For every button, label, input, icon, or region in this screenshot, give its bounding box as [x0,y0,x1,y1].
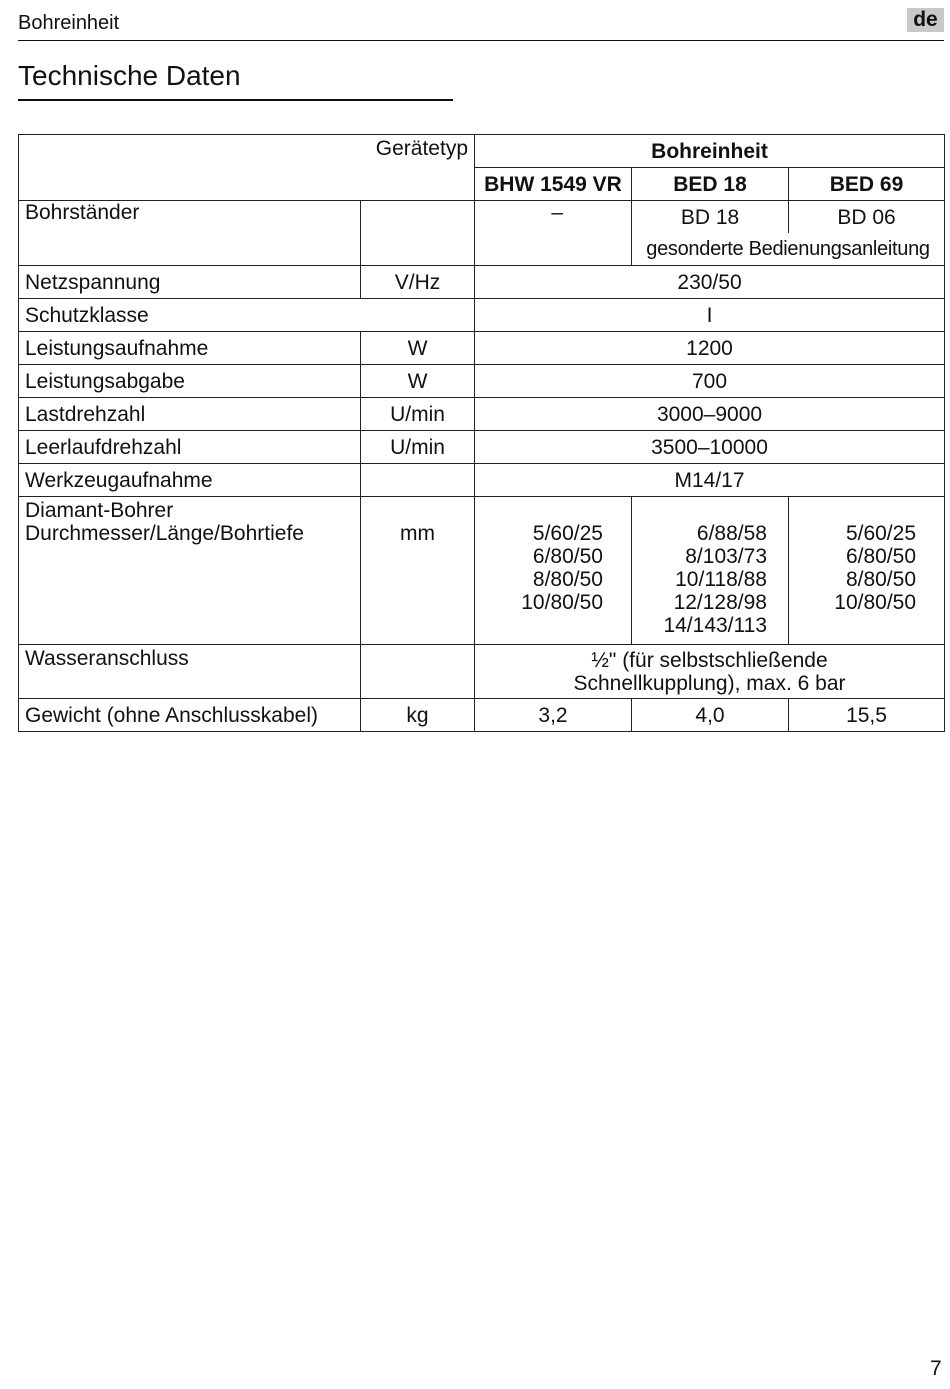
value-line: Schnellkupplung), max. 6 bar [573,671,846,695]
row-label [19,497,361,645]
row-label: Werkzeugaufnahme [19,464,361,497]
value-cell: – [475,201,632,266]
value-cell: BD 18 [632,201,789,234]
table-row [19,699,945,732]
value-line: 10/80/50 [834,591,917,614]
unit-cell: mm [361,497,475,645]
model-header: BHW 1549 VR [475,168,632,201]
specs-table [18,134,945,732]
title-underline [18,99,453,101]
value-line: 5/60/25 [845,522,917,545]
value-line: 10/118/88 [675,568,767,591]
row-label: Leerlaufdrehzahl [19,431,361,464]
value-line: ½" (für selbstschließende [591,648,828,672]
table-row [19,332,945,365]
value-line: 14/143/113 [663,614,767,637]
value-cell: I [475,299,945,332]
value-cell [789,497,945,645]
section-title: Technische Daten [18,60,241,91]
table-row [19,645,945,699]
row-label: Gewicht (ohne Anschlusskabel) [19,699,361,732]
table-row [19,497,945,645]
header-rule [18,40,944,41]
value-cell [475,497,632,645]
value-cell: 700 [475,365,945,398]
unit-cell: W [361,332,475,365]
value-cell [475,645,945,699]
unit-cell: kg [361,699,475,732]
value-cell: 15,5 [789,699,945,732]
running-header: Bohreinheit [18,12,120,34]
row-label: Wasseranschluss [19,645,361,699]
page-number: 7 [930,1357,942,1380]
language-badge: de [907,8,944,32]
table-row [19,135,945,168]
value-line: 8/80/50 [845,568,917,591]
table-row [19,201,945,234]
table-row [19,365,945,398]
unit-cell: U/min [361,398,475,431]
table-row [19,464,945,497]
row-label: Lastdrehzahl [19,398,361,431]
row-label: Bohrständer [19,201,361,266]
value-line: 12/128/98 [673,591,767,614]
group-header: Bohreinheit [475,135,945,168]
value-cell: 3000–9000 [475,398,945,431]
value-line: 10/80/50 [521,591,603,614]
model-header: BED 18 [632,168,789,201]
table-row [19,398,945,431]
table-row [19,299,945,332]
row-label: Schutzklasse [19,299,475,332]
unit-cell [361,464,475,497]
value-cell: 4,0 [632,699,789,732]
value-line: 6/80/50 [845,545,917,568]
table-row [19,431,945,464]
value-line: 6/88/58 [696,522,767,545]
value-cell: M14/17 [475,464,945,497]
value-line: 5/60/25 [532,522,603,545]
value-cell: BD 06 [789,201,945,234]
model-header: BED 69 [789,168,945,201]
value-line: 6/80/50 [532,545,603,568]
value-cell: 3,2 [475,699,632,732]
row-label-line: Diamant-Bohrer [25,499,174,522]
unit-cell: U/min [361,431,475,464]
unit-cell: V/Hz [361,266,475,299]
row-label-line: Durchmesser/Länge/Bohrtiefe [25,522,304,545]
row-label: Netzspannung [19,266,361,299]
value-line: 8/80/50 [532,568,603,591]
value-line: 8/103/73 [685,545,767,568]
table-row [19,266,945,299]
row-label: Leistungsabgabe [19,365,361,398]
value-cell: 230/50 [475,266,945,299]
value-cell: 1200 [475,332,945,365]
geraetetyp-label: Gerätetyp [19,135,475,201]
row-label: Leistungsaufnahme [19,332,361,365]
value-cell [632,497,789,645]
unit-cell: W [361,365,475,398]
note-cell: gesonderte Bedienungsanleitung [632,233,945,266]
unit-cell [361,645,475,699]
value-cell: 3500–10000 [475,431,945,464]
unit-cell [361,201,475,266]
